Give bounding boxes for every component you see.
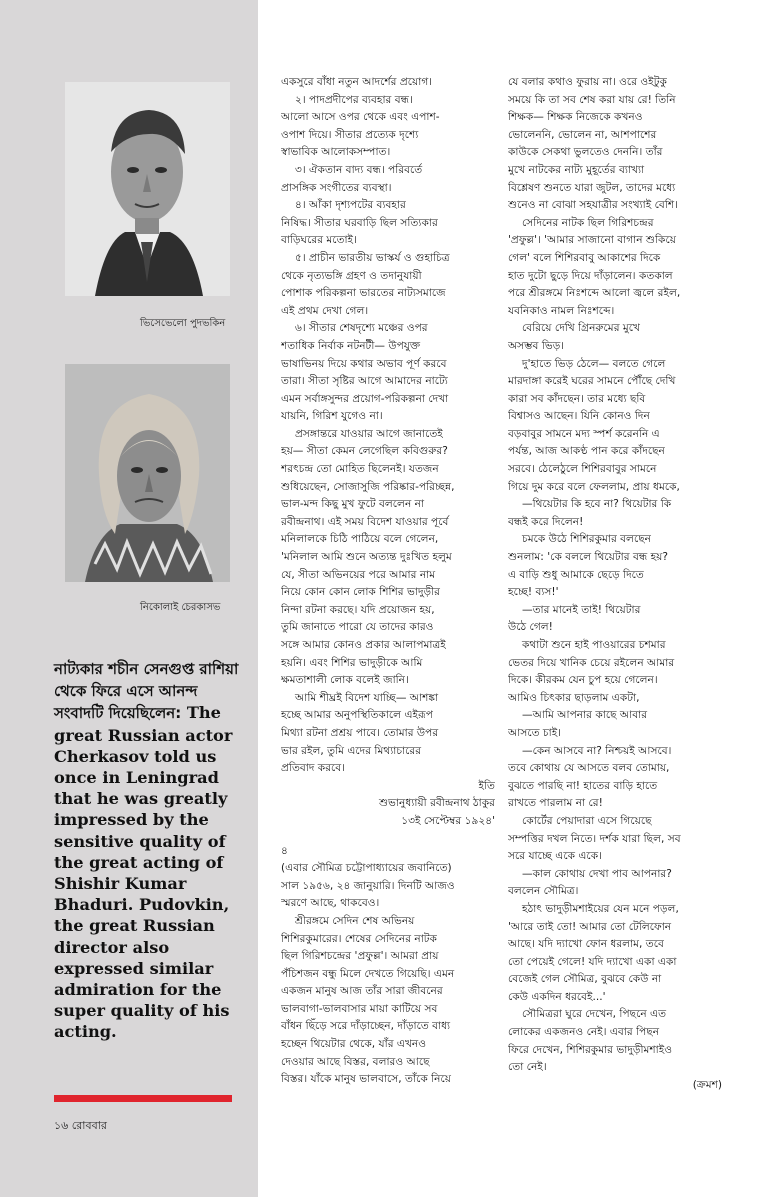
text-line: নিষিদ্ধ। সীতার ঘরবাড়ি ছিল সত্যিকার (281, 216, 438, 229)
text-line: লোকের একজনও নেই। এবার পিছন (508, 1026, 660, 1039)
pull-quote (54, 658, 244, 1043)
text-line: চমকে উঠে শিশিরকুমার বলছেন (522, 533, 651, 546)
text-line: শুভানুধ্যায়ী রবীন্দ্রনাথ ঠাকুর (378, 797, 495, 810)
text-line: তো নেই। (508, 1061, 547, 1074)
text-line: নিয়ে কোন কোন লোক শিশির ভাদুড়ীর (281, 586, 440, 599)
text-line: বললেন সৌমিত্র। (508, 885, 579, 898)
cherkasov-portrait-image (65, 364, 230, 582)
text-line: 'আরে তাই তো! আমার তো টেলিফোন (508, 920, 672, 933)
text-line: রাখতে পারলাম না রে! (508, 797, 603, 810)
text-line: ওপাশ দিয়ে। সীতার প্রত্যেক দৃশ্যে (281, 128, 419, 141)
text-line: প্রতিবাদ করবে। (281, 762, 345, 775)
text-line: বিশ্লেষণ শুনতে যারা জুটল, তাদের মধ্যে (508, 181, 676, 194)
text-line: স্বাভাবিক আলোকসম্পাত। (281, 146, 391, 159)
text-line: মিথ্যা রটনা প্রশ্রয় পাবে। তোমার উপর (281, 726, 439, 739)
text-line: তুমি জানাতে পারো যে তাদের কারও (281, 621, 434, 634)
text-line: ভাল-মন্দ কিছু মুখ ফুটে বললেন না (281, 498, 425, 511)
text-line: গিয়ে দুম করে বলে ফেললাম, প্রায় ধমকে, (508, 480, 680, 493)
text-line: ছিল গিরিশচন্দ্রের 'প্রফুল্ল'। আমরা প্রায় (281, 950, 439, 963)
text-line: ইতি (478, 779, 495, 792)
text-line: ৩। ঐকতান বাদ্য বন্ধ। পরিবর্তে (295, 163, 423, 176)
text-line: হঠাৎ ভাদুড়ীমশাইয়ের যেন মনে পড়ল, (522, 902, 679, 915)
text-line: পঁচিশজন বন্ধু মিলে দেখতে গিয়েছি। এমন (281, 967, 455, 980)
text-line: —কেন আসবে না? নিশ্চয়ই আসবে। (522, 744, 672, 757)
text-line: মনিলালকে চিঠি পাঠিয়ে বলে গেলেন, (281, 533, 439, 546)
text-line: মারদাঙ্গা করেই ঘরের সামনে পৌঁছে দেখি (508, 375, 676, 388)
text-line: নিন্দা রটনা করছে। যদি প্রয়োজন হয়, (281, 603, 435, 616)
article-column-1 (281, 74, 495, 1089)
text-line: বিস্তর। যাঁকে মানুষ ভালবাসে, তাঁকে নিয়ে (281, 1073, 451, 1086)
text-line: বাঁধন ছিঁড়ে সরে দাঁড়াচ্ছেন, দাঁড়াতে বাধ্য (281, 1020, 451, 1033)
text-line: আমি শীঘ্রই বিদেশ যাচ্ছি— আশঙ্কা (295, 691, 439, 704)
pudovkin-portrait-image (65, 82, 230, 296)
text-line: এমন সর্বাঙ্গসুন্দর প্রয়োগ-পরিকল্পনা দেখা (281, 392, 449, 405)
text-line: আসতে চাই। (508, 726, 562, 739)
text-line: ফিরে দেখেন, শিশিরকুমার ভাদুড়ীমশাইও (508, 1043, 673, 1056)
text-line: শতাধিক নির্বাক নটনটী— উপযুক্ত (281, 339, 421, 352)
text-line: ভার রইল, তুমি এদের মিথ্যাচারের (281, 744, 422, 757)
text-line: একজন মানুষ আজ তাঁর সারা জীবনের (281, 985, 443, 998)
text-line: হচ্ছে আমার অনুপস্থিতিকালে এইরূপ (281, 709, 433, 722)
sidebar (0, 0, 258, 1197)
text-line: পরে শ্রীরঙ্গমে নিঃশব্দে আলো জ্বলে রইল, (508, 287, 681, 300)
text-line: ভোলেননি, ভোলেন না, আশপাশের (508, 128, 657, 141)
text-line: বেজেই গেল সৌমিত্র, বুঝবে কেউ না (508, 973, 662, 986)
text-line: শিশিরকুমারের। শেষের সেদিনের নাটক (281, 932, 437, 945)
text-line: সম্পত্তির দখল নিতে। দর্শক যারা ছিল, সব (508, 832, 681, 845)
text-line: যবনিকাও নামল নিঃশব্দে। (508, 304, 615, 317)
text-line: সৌমিত্ররা ঘুরে দেখেন, পিছনে এত (522, 1008, 667, 1021)
text-line: হচ্ছে! ব্যস!' (508, 586, 559, 599)
text-line: দু'হাতে ভিড় ঠেলে— বলতে গেলে (522, 357, 666, 370)
text-line: শিক্ষক— শিক্ষক নিজেকে কখনও (508, 111, 643, 124)
text-line: হয়— সীতা কেমন লেগেছিল কবিগুরুর? (281, 445, 448, 458)
text-line: বুঝতে পারছি না! হাতের বাড়ি হাতে (508, 779, 658, 792)
text-line: শুনেও না বোঝা সহযাত্রীর সংখ্যাই বেশি। (508, 199, 678, 212)
text-line: এ বাড়ি শুধু আমাকে ছেড়ে দিতে (508, 568, 644, 581)
text-line: যায়নি, গিরিশ যুগেও না। (281, 410, 383, 423)
text-line: হাত দুটো ছুড়ে দিয়ে দাঁড়ালেন। কতকাল (508, 269, 673, 282)
pudovkin-photo (65, 82, 230, 296)
text-line: বিশ্বাসও আছেন। যিনি কোনও দিন (508, 410, 650, 423)
text-line: —আমি আপনার কাছে আবার (522, 709, 648, 722)
article-column-2 (508, 74, 722, 1094)
text-line: স্মরণে আছে, থাকবেও। (281, 897, 380, 910)
text-line: সঙ্গে আমার কোনও প্রকার আলাপমাত্রই (281, 639, 446, 651)
text-line: মুখে নাটকের নাট্য মুহূর্তের ব্যাখ্যা (508, 163, 645, 176)
text-line: —থিয়েটার কি হবে না? থিয়েটার কি (522, 498, 672, 511)
text-line: প্রাসঙ্গিক সংগীতের ব্যবস্থা। (281, 181, 392, 194)
text-line: একসুরে বাঁধা নতুন আদর্শের প্রয়োগ। (281, 76, 433, 88)
text-line: উঠে গেল! (508, 621, 553, 634)
text-line: কোর্টের পেয়াদারা এসে গিয়েছে (522, 814, 652, 827)
text-line: শ্রীরঙ্গমে সেদিন শেষ অভিনয় (295, 914, 415, 927)
text-line: এই প্রথম দেখা গেল। (281, 304, 369, 317)
text-line: 'মনিলাল আমি শুনে অত্যন্ত দুঃখিত হলুম (281, 551, 452, 564)
text-line: সরে যাচ্ছে একে একে। (508, 850, 602, 863)
text-line: যে বলার কথাও ফুরায় না। ওরে ওইটুকু (508, 76, 667, 88)
text-line: বড়বাবুর সামনে মদ্য স্পর্শ করেননি এ (508, 427, 660, 440)
text-line: —তার মানেই তাই! থিয়েটার (522, 603, 641, 616)
text-line: থেকে নৃত্যভঙ্গি গ্রহণ ও তদানুযায়ী (281, 269, 422, 282)
text-line: বাড়িঘরের মতোই। (281, 234, 357, 247)
text-line: ৫। প্রাচীন ভারতীয় ভাস্কর্য ও গুহাচিত্র (295, 251, 450, 264)
text-line: কারা সব কাঁদছেন। তার মধ্যে ছবি (508, 392, 646, 405)
text-line: সেদিনের নাটক ছিল গিরিশচন্দ্রর (522, 216, 654, 229)
text-line: গেল' বলে শিশিরবাবু আকাশের দিকে (508, 251, 661, 264)
text-line: হয়নি। এবং শিশির ভাদুড়ীকে আমি (281, 656, 423, 669)
text-line: আছে। যদি দ্যাখো ফোন ধরলাম, তবে (508, 938, 664, 951)
text-line: সময়ে কি তা সব শেষ করা যায় রে! তিনি (508, 93, 676, 106)
text-line: যে, সীতা অভিনয়ের পরে আমার নাম (281, 568, 436, 581)
text-line: —কাল কোথায় দেখা পাব আপনার? (522, 867, 672, 880)
text-line: অসম্ভব ভিড়। (508, 339, 565, 352)
cherkasov-caption: নিকোলাই চেরকাসভ (140, 602, 221, 613)
text-line: পর্যন্ত, আজ আকণ্ঠ পান করে কাঁদছেন (508, 445, 665, 458)
pull-quote-bengali: নাট্যকার শচীন সেনগুপ্ত রাশিয়া থেকে ফিরে এসে আনন্দ সংবাদটি দিয়েছিলেন: (54, 660, 239, 723)
text-line: ক্ষমতাশালী লোক বলেই জানি। (281, 674, 409, 687)
text-line: (এবার সৌমিত্র চট্টোপাধ্যায়ের জবানিতে) (281, 862, 452, 875)
text-line: বেরিয়ে দেখি গ্রিনরুমের মুখে (522, 322, 640, 335)
text-line: সরবে। ঠেলেঠুলে শিশিরবাবুর সামনে (508, 463, 657, 476)
text-line: পোশাক পরিকল্পনা ভারতের নাট্যসমাজে (281, 287, 446, 300)
text-line: সাল ১৯৫৬, ২৪ জানুয়ারি। দিনটি আজও (281, 879, 455, 892)
text-line: শুনলাম: 'কে বললে থিয়েটার বন্ধ হয়? (508, 551, 669, 564)
text-line: (ক্রমশ) (692, 1078, 722, 1091)
text-line: কেউ একদিন ধরবেই...' (508, 990, 606, 1003)
paragraph-gap (281, 831, 495, 843)
text-line: দেওয়ার আছে বিস্তর, বলারও আছে (281, 1055, 430, 1068)
text-line: শুধিয়েছেন, সোজাসুজি পরিষ্কার-পরিচ্ছন্ন, (281, 480, 455, 493)
text-line: ১৩ই সেপ্টেম্বর ১৯২৪' (401, 814, 495, 827)
text-line: রবীন্দ্রনাথ। এই সময় বিদেশ যাওয়ার পূর্বে (281, 515, 449, 528)
text-line: ভাষাভিনয় দিয়ে কথার অভাব পূর্ণ করবে (281, 357, 447, 370)
text-line: হচ্ছেন থিয়েটার থেকে, যাঁর এখনও (281, 1038, 427, 1051)
text-line: প্রসঙ্গান্তরে যাওয়ার আগে জানাতেই (295, 427, 443, 440)
text-line: ভালবাগা-ভালবাসার মায়া কাটিয়ে সব (281, 1002, 438, 1015)
red-divider (54, 1095, 232, 1102)
text-line: 'প্রফুল্ল'। 'আমার সাজানো বাগান শুকিয়ে (508, 234, 676, 247)
text-line: তবে কোথায় যে আসতে বলব তোমায়, (508, 762, 670, 775)
text-line: ৪ (281, 844, 288, 857)
text-line: শরৎচন্দ্র তো মোহিত ছিলেনই। যতজন (281, 463, 439, 476)
text-line: কথাটা শুনে হাই পাওয়ারের চশমার (522, 639, 666, 651)
text-line: দিকে। কীরকম যেন চুপ হয়ে গেলেন। (508, 674, 658, 687)
page-folio: ১৬ রোববার (54, 1119, 107, 1132)
cherkasov-photo (65, 364, 230, 582)
text-line: তারা। সীতা সৃষ্টির আগে আমাদের নাট্যে (281, 375, 448, 388)
text-line: আমিও চিৎকার ছাড়লাম একটা, (508, 691, 640, 704)
text-line: ৪। আঁকা দৃশ্যপটের ব্যবহার (295, 199, 406, 212)
pull-quote-english: The great Russian actor Cherkasov told us once in Leningrad that he was greatly impressed by the sensitive quality of the great acting of Shishir Kumar Bhaduri. Pudovkin, the great Russian director also expressed similar admiration for the super quality of his acting. (54, 703, 233, 1042)
text-line: তো পেয়েই গেলে! যদি দ্যাখো একা একা (508, 955, 677, 968)
text-line: ভেতর দিয়ে খানিক চেয়ে রইলেন আমার (508, 656, 675, 669)
text-line: ৬। সীতার শেষদৃশ্যে মঞ্চের ওপর (295, 322, 428, 335)
text-line: বন্ধই করে দিলেন! (508, 515, 584, 528)
pudovkin-caption: ভিসেভেলো পুদভকিন (140, 318, 226, 329)
text-line: ২। পাদপ্রদীপের ব্যবহার বন্ধ। (295, 93, 413, 106)
text-line: কাউকে সেকথা ভুলতেও দেননি। তাঁর (508, 146, 663, 159)
text-line: আলো আসে ওপর থেকে এবং এপাশ- (281, 111, 440, 124)
